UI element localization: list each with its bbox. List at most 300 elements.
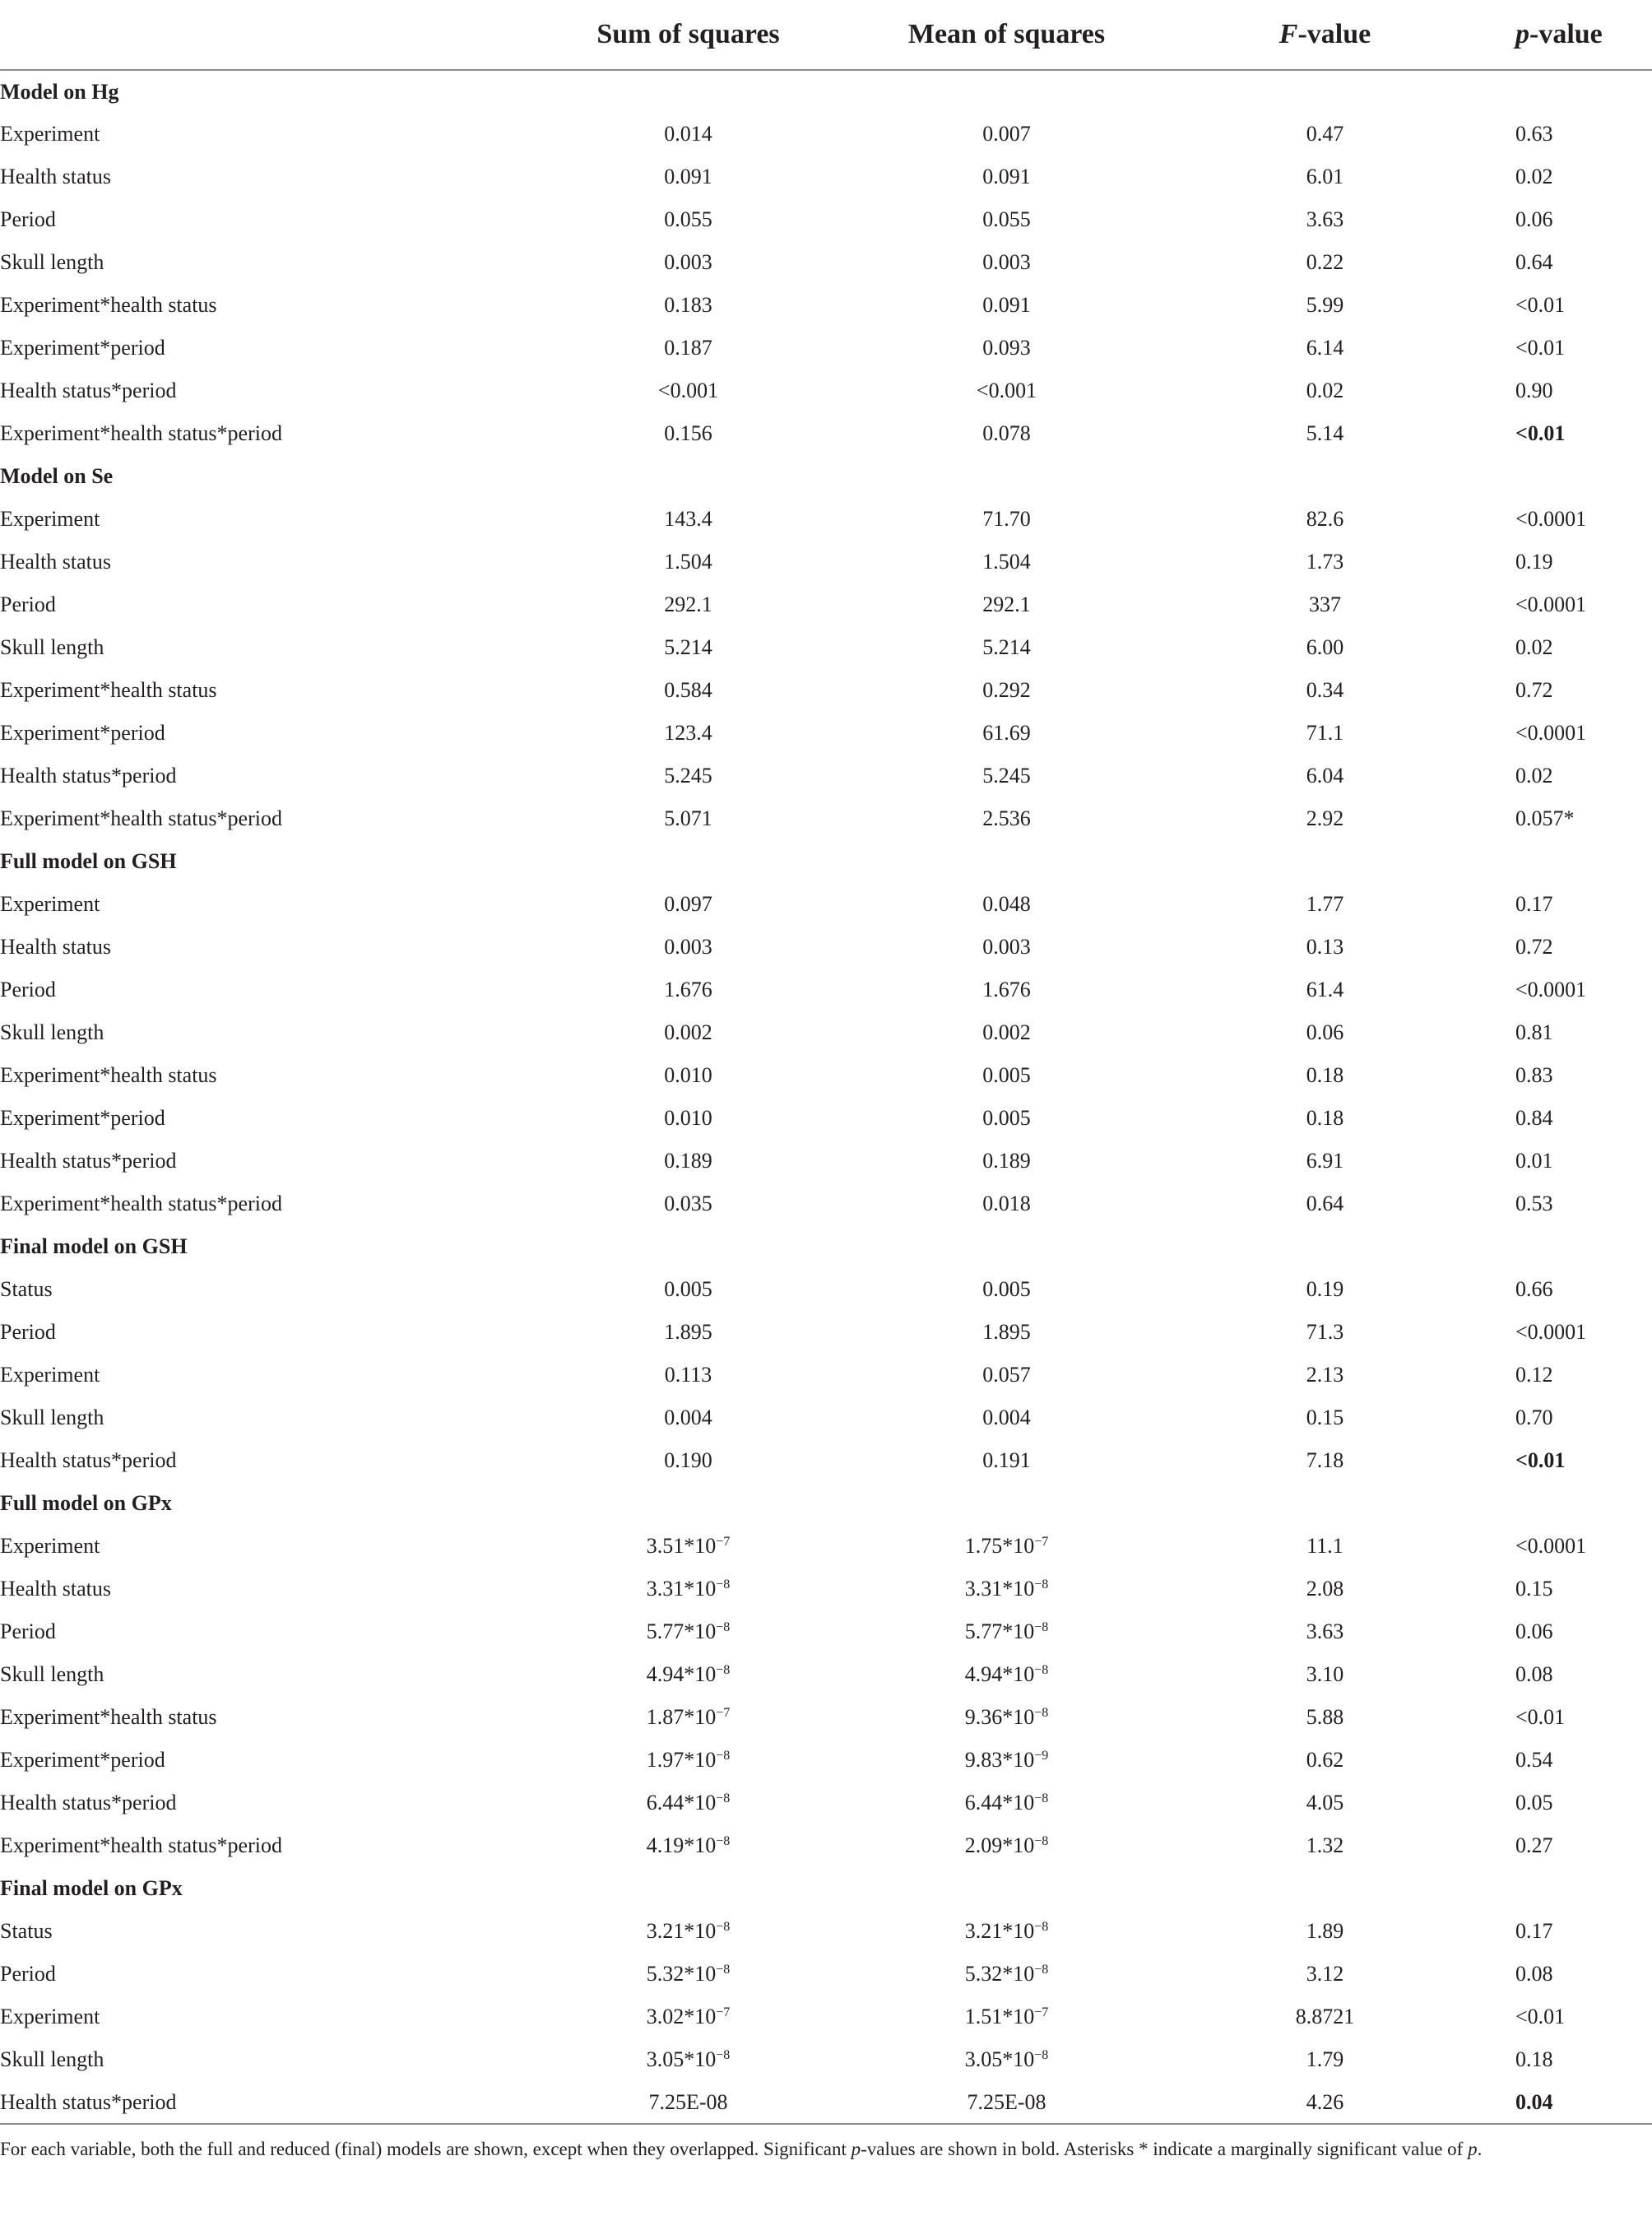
f-value-cell-text: 0.02 <box>1306 379 1344 402</box>
p-value-cell-text: <0.0001 <box>1515 1534 1587 1558</box>
mean-of-squares-cell <box>847 2038 1166 2081</box>
f-value-cell <box>1166 1610 1484 1653</box>
f-value-cell <box>1166 755 1484 797</box>
mean-of-squares-cell-exponent: −8 <box>1034 1834 1049 1848</box>
p-value-cell-text: 0.12 <box>1515 1363 1553 1387</box>
sum-of-squares-cell-text: 3.05*10 <box>646 2047 717 2071</box>
mean-of-squares-cell-text: 0.292 <box>982 678 1031 702</box>
f-value-cell-text: 0.62 <box>1306 1748 1344 1772</box>
sum-of-squares-cell <box>529 1953 847 1996</box>
table-row <box>0 284 1652 327</box>
f-value-suffix: -value <box>1297 19 1371 49</box>
mean-of-squares-cell-text: 5.245 <box>982 764 1031 788</box>
p-value-cell <box>1484 1953 1652 1996</box>
f-value-cell-text: 3.63 <box>1306 1619 1344 1643</box>
mean-of-squares-cell-text: 4.94*10 <box>964 1662 1035 1686</box>
p-value-cell <box>1484 1996 1652 2038</box>
sum-of-squares-cell <box>529 1054 847 1097</box>
mean-of-squares-cell <box>847 1653 1166 1696</box>
p-value-cell-text: 0.02 <box>1515 764 1553 788</box>
section-title: Model on Se <box>0 464 114 488</box>
f-value-cell-text: 2.92 <box>1306 806 1344 830</box>
row-label-text: Experiment*health status*period <box>0 806 282 830</box>
mean-of-squares-cell-text: 9.83*10 <box>964 1748 1035 1772</box>
p-value-cell <box>1484 626 1652 669</box>
sum-of-squares-cell-exponent: −8 <box>716 1920 731 1934</box>
p-value-cell <box>1484 1311 1652 1354</box>
sum-of-squares-cell <box>529 156 847 198</box>
sum-of-squares-cell <box>529 755 847 797</box>
p-value-cell-text: 0.81 <box>1515 1020 1553 1044</box>
sum-of-squares-cell-text: 0.183 <box>664 293 712 317</box>
sum-of-squares-cell <box>529 969 847 1011</box>
row-label <box>0 626 529 669</box>
p-value-cell-text: 0.08 <box>1515 1962 1553 1986</box>
sum-of-squares-cell-text: 0.002 <box>664 1020 712 1044</box>
p-value-cell-text: 0.27 <box>1515 1833 1553 1857</box>
mean-of-squares-cell-text: 1.75*10 <box>964 1534 1035 1558</box>
row-label-text: Experiment*health status <box>0 678 217 702</box>
p-value-cell <box>1484 969 1652 1011</box>
row-label-text: Health status*period <box>0 764 177 788</box>
p-value-cell-text: 0.01 <box>1515 1149 1553 1173</box>
mean-of-squares-cell-text: 2.536 <box>982 806 1031 830</box>
p-value-cell <box>1484 541 1652 583</box>
mean-of-squares-cell <box>847 113 1166 156</box>
row-label-text: Skull length <box>0 250 104 274</box>
f-value-cell-text: 0.18 <box>1306 1063 1344 1087</box>
sum-of-squares-cell-exponent: −7 <box>716 1706 731 1720</box>
f-value-cell-text: 4.05 <box>1306 1791 1344 1814</box>
table-row <box>0 1097 1652 1140</box>
f-value-cell-text: 0.13 <box>1306 935 1344 959</box>
f-value-cell <box>1166 1140 1484 1183</box>
row-label <box>0 1610 529 1653</box>
sum-of-squares-cell <box>529 541 847 583</box>
sum-of-squares-cell-text: 1.97*10 <box>646 1748 717 1772</box>
mean-of-squares-cell-text: 71.70 <box>982 507 1031 531</box>
sum-of-squares-cell-text: 1.676 <box>664 978 712 1001</box>
table-row <box>0 2081 1652 2124</box>
sum-of-squares-cell-text: 0.010 <box>664 1106 712 1130</box>
p-value-cell-text: 0.19 <box>1515 550 1553 574</box>
mean-of-squares-cell <box>847 1268 1166 1311</box>
table-row <box>0 1782 1652 1824</box>
sum-of-squares-cell <box>529 1910 847 1953</box>
row-label-text: Experiment*health status*period <box>0 1833 282 1857</box>
f-value-cell <box>1166 1396 1484 1439</box>
sum-of-squares-cell <box>529 1439 847 1482</box>
sum-of-squares-cell-text: 7.25E-08 <box>648 2089 728 2114</box>
f-value-cell <box>1166 1354 1484 1396</box>
f-value-cell-text: 3.63 <box>1306 207 1344 231</box>
p-value-cell-text: <0.01 <box>1515 1448 1566 1472</box>
p-value-cell <box>1484 712 1652 755</box>
header-blank <box>0 0 529 70</box>
row-label <box>0 198 529 241</box>
f-value-cell <box>1166 2038 1484 2081</box>
row-label <box>0 1653 529 1696</box>
mean-of-squares-cell-exponent: −8 <box>1034 1963 1049 1977</box>
section-header-row <box>0 840 1652 883</box>
p-value-cell <box>1484 1054 1652 1097</box>
table-row <box>0 1910 1652 1953</box>
mean-of-squares-cell <box>847 626 1166 669</box>
mean-of-squares-cell-text: 3.31*10 <box>964 1577 1035 1601</box>
mean-of-squares-cell <box>847 498 1166 541</box>
mean-of-squares-cell-text: 0.055 <box>982 207 1031 231</box>
row-label-text: Skull length <box>0 635 104 659</box>
f-value-cell-text: 7.18 <box>1306 1448 1344 1472</box>
mean-of-squares-cell <box>847 1011 1166 1054</box>
p-value-suffix: -value <box>1529 19 1603 49</box>
f-value-cell <box>1166 1268 1484 1311</box>
p-value-cell-text: 0.64 <box>1515 250 1553 274</box>
row-label-text: Skull length <box>0 1020 104 1044</box>
f-value-cell-text: 6.04 <box>1306 764 1344 788</box>
row-label-text: Health status <box>0 550 112 574</box>
p-value-cell <box>1484 583 1652 626</box>
mean-of-squares-cell-text: 0.003 <box>982 250 1031 274</box>
row-label <box>0 541 529 583</box>
row-label <box>0 583 529 626</box>
row-label <box>0 1311 529 1354</box>
mean-of-squares-cell-text: 0.091 <box>982 165 1031 188</box>
row-label <box>0 1140 529 1183</box>
mean-of-squares-cell-text: 0.003 <box>982 935 1031 959</box>
mean-of-squares-cell <box>847 412 1166 455</box>
mean-of-squares-cell <box>847 541 1166 583</box>
sum-of-squares-cell-text: 143.4 <box>664 507 712 531</box>
mean-of-squares-cell-text: 0.048 <box>982 892 1031 916</box>
row-label <box>0 156 529 198</box>
row-label <box>0 1910 529 1953</box>
row-label-text: Experiment*health status*period <box>0 421 282 445</box>
f-value-cell <box>1166 583 1484 626</box>
row-label-text: Experiment*period <box>0 721 165 745</box>
sum-of-squares-cell <box>529 926 847 969</box>
sum-of-squares-cell-text: 5.245 <box>664 764 712 788</box>
header-p-value <box>1484 0 1652 70</box>
row-label-text: Status <box>0 1919 53 1943</box>
mean-of-squares-cell <box>847 1097 1166 1140</box>
f-value-cell-text: 0.64 <box>1306 1192 1344 1215</box>
p-value-cell <box>1484 2038 1652 2081</box>
table-row <box>0 1354 1652 1396</box>
sum-of-squares-cell <box>529 1782 847 1824</box>
mean-of-squares-cell-text: 0.093 <box>982 336 1031 360</box>
sum-of-squares-cell-text: 4.19*10 <box>646 1833 717 1857</box>
mean-of-squares-cell <box>847 969 1166 1011</box>
sum-of-squares-cell-text: 0.113 <box>664 1363 712 1387</box>
sum-of-squares-cell <box>529 1996 847 2038</box>
sum-of-squares-cell-exponent: −8 <box>716 1834 731 1848</box>
p-value-cell-text: 0.84 <box>1515 1106 1553 1130</box>
p-value-cell <box>1484 241 1652 284</box>
sum-of-squares-cell <box>529 712 847 755</box>
p-value-cell-text: 0.08 <box>1515 1662 1553 1686</box>
row-label <box>0 1696 529 1739</box>
mean-of-squares-cell-exponent: −8 <box>1034 2048 1049 2062</box>
table-row <box>0 498 1652 541</box>
p-value-cell-text: <0.01 <box>1515 336 1566 360</box>
mean-of-squares-cell <box>847 1568 1166 1610</box>
row-label-text: Skull length <box>0 2047 104 2071</box>
table-row <box>0 113 1652 156</box>
f-value-cell-text: 82.6 <box>1306 507 1344 531</box>
f-value-cell <box>1166 327 1484 369</box>
row-label-text: Period <box>0 1619 56 1643</box>
sum-of-squares-cell-text: 0.010 <box>664 1063 712 1087</box>
sum-of-squares-cell-text: 0.584 <box>664 678 712 702</box>
row-label-text: Experiment <box>0 1534 100 1558</box>
sum-of-squares-cell <box>529 883 847 926</box>
p-value-cell-text: 0.17 <box>1515 892 1553 916</box>
footnote-text-3: . <box>1477 2139 1483 2159</box>
f-value-cell-text: 6.91 <box>1306 1149 1344 1173</box>
p-value-cell <box>1484 1910 1652 1953</box>
mean-of-squares-cell-text: 1.504 <box>982 550 1031 574</box>
mean-of-squares-cell <box>847 1439 1166 1482</box>
row-label-text: Period <box>0 207 56 231</box>
sum-of-squares-cell <box>529 1525 847 1568</box>
p-value-cell-text: 0.72 <box>1515 935 1553 959</box>
mean-of-squares-cell-text: 6.44*10 <box>964 1791 1035 1814</box>
mean-of-squares-cell <box>847 583 1166 626</box>
row-label <box>0 883 529 926</box>
row-label <box>0 969 529 1011</box>
mean-of-squares-cell-text: 5.32*10 <box>964 1962 1035 1986</box>
mean-of-squares-cell <box>847 712 1166 755</box>
row-label <box>0 498 529 541</box>
p-value-cell-text: <0.0001 <box>1515 507 1587 531</box>
sum-of-squares-cell-text: 0.003 <box>664 935 712 959</box>
row-label-text: Health status*period <box>0 379 177 402</box>
row-label-text: Experiment <box>0 1363 100 1387</box>
table-row <box>0 156 1652 198</box>
f-value-cell <box>1166 1910 1484 1953</box>
header-row <box>0 0 1652 70</box>
mean-of-squares-cell-exponent: −8 <box>1034 1706 1049 1720</box>
p-value-cell-text: 0.53 <box>1515 1192 1553 1215</box>
section-title: Final model on GSH <box>0 1234 188 1258</box>
sum-of-squares-cell-exponent: −8 <box>716 1663 731 1677</box>
footnote-text-1: For each variable, both the full and reduced (final) models are shown, except when they overlapped. Significant <box>0 2139 852 2159</box>
f-value-cell <box>1166 669 1484 712</box>
f-value-cell <box>1166 1696 1484 1739</box>
row-label-text: Experiment*health status*period <box>0 1192 282 1215</box>
f-value-cell <box>1166 412 1484 455</box>
mean-of-squares-cell <box>847 156 1166 198</box>
row-label <box>0 1097 529 1140</box>
f-value-cell <box>1166 1183 1484 1225</box>
row-label-text: Status <box>0 1277 53 1301</box>
row-label-text: Health status <box>0 165 112 188</box>
row-label <box>0 1183 529 1225</box>
mean-of-squares-cell <box>847 797 1166 840</box>
p-value-cell-text: <0.01 <box>1515 293 1566 317</box>
f-value-cell-text: 8.8721 <box>1295 2005 1355 2028</box>
sum-of-squares-cell-text: 0.014 <box>664 122 712 146</box>
f-value-cell-text: 5.99 <box>1306 293 1344 317</box>
f-value-cell-text: 5.14 <box>1306 421 1344 445</box>
table-row <box>0 1739 1652 1782</box>
header-mean-of-squares: Mean of squares <box>847 0 1166 70</box>
p-value-cell-text: 0.15 <box>1515 1577 1553 1601</box>
row-label <box>0 1525 529 1568</box>
table-row <box>0 1996 1652 2038</box>
row-label <box>0 113 529 156</box>
f-value-cell <box>1166 369 1484 412</box>
row-label-text: Health status*period <box>0 1149 177 1173</box>
f-value-cell <box>1166 797 1484 840</box>
mean-of-squares-cell <box>847 1183 1166 1225</box>
row-label <box>0 797 529 840</box>
mean-of-squares-cell-text: <0.001 <box>976 379 1037 402</box>
f-value-cell-text: 61.4 <box>1306 978 1344 1001</box>
sum-of-squares-cell <box>529 1011 847 1054</box>
p-value-cell-text: 0.06 <box>1515 207 1553 231</box>
p-value-cell <box>1484 1739 1652 1782</box>
p-value-cell <box>1484 1610 1652 1653</box>
sum-of-squares-cell <box>529 1610 847 1653</box>
p-value-cell <box>1484 156 1652 198</box>
p-value-cell <box>1484 369 1652 412</box>
mean-of-squares-cell-text: 3.21*10 <box>964 1919 1035 1943</box>
row-label <box>0 1396 529 1439</box>
f-value-cell-text: 71.3 <box>1306 1320 1344 1344</box>
header-f-value <box>1166 0 1484 70</box>
section-title: Full model on GPx <box>0 1491 172 1515</box>
table-row <box>0 369 1652 412</box>
sum-of-squares-cell-exponent: −8 <box>716 1963 731 1977</box>
table-row <box>0 541 1652 583</box>
row-label-text: Skull length <box>0 1406 104 1429</box>
sum-of-squares-cell <box>529 369 847 412</box>
footnote-row <box>0 2124 1652 2163</box>
table-row <box>0 883 1652 926</box>
sum-of-squares-cell-text: 6.44*10 <box>646 1791 717 1814</box>
sum-of-squares-cell-text: 4.94*10 <box>646 1662 717 1686</box>
row-label <box>0 241 529 284</box>
table-row <box>0 1054 1652 1097</box>
table-row <box>0 412 1652 455</box>
row-label-text: Period <box>0 592 56 616</box>
mean-of-squares-cell-text: 0.189 <box>982 1149 1031 1173</box>
f-value-cell <box>1166 712 1484 755</box>
sum-of-squares-cell <box>529 2081 847 2124</box>
p-value-cell <box>1484 327 1652 369</box>
sum-of-squares-cell-text: 1.895 <box>664 1320 712 1344</box>
f-value-cell-text: 1.77 <box>1306 892 1344 916</box>
f-value-cell <box>1166 1311 1484 1354</box>
mean-of-squares-cell-text: 292.1 <box>982 592 1031 616</box>
p-value-cell <box>1484 1696 1652 1739</box>
sum-of-squares-cell <box>529 1097 847 1140</box>
mean-of-squares-cell <box>847 669 1166 712</box>
p-value-cell-text: 0.66 <box>1515 1277 1553 1301</box>
p-value-cell-text: 0.02 <box>1515 165 1553 188</box>
sum-of-squares-cell <box>529 241 847 284</box>
row-label-text: Experiment <box>0 507 100 531</box>
table-body <box>0 70 1652 2124</box>
mean-of-squares-cell-text: 0.002 <box>982 1020 1031 1044</box>
p-value-cell <box>1484 1140 1652 1183</box>
mean-of-squares-cell-text: 0.078 <box>982 421 1031 445</box>
row-label-text: Health status*period <box>0 1791 177 1814</box>
p-value-cell-text: 0.70 <box>1515 1406 1553 1429</box>
mean-of-squares-cell-text: 3.05*10 <box>964 2047 1035 2071</box>
p-value-cell <box>1484 1525 1652 1568</box>
f-value-cell-text: 1.73 <box>1306 550 1344 574</box>
p-value-cell-text: 0.83 <box>1515 1063 1553 1087</box>
sum-of-squares-cell <box>529 327 847 369</box>
mean-of-squares-cell-text: 2.09*10 <box>964 1833 1035 1857</box>
f-value-cell <box>1166 498 1484 541</box>
f-value-cell <box>1166 1996 1484 2038</box>
sum-of-squares-cell-exponent: −8 <box>716 1577 731 1591</box>
p-value-cell <box>1484 113 1652 156</box>
table-row <box>0 926 1652 969</box>
f-value-cell <box>1166 1525 1484 1568</box>
mean-of-squares-cell-text: 9.36*10 <box>964 1705 1035 1729</box>
mean-of-squares-cell-text: 0.091 <box>982 293 1031 317</box>
sum-of-squares-cell <box>529 626 847 669</box>
f-value-cell-text: 6.00 <box>1306 635 1344 659</box>
row-label <box>0 755 529 797</box>
sum-of-squares-cell <box>529 198 847 241</box>
sum-of-squares-cell-text: 0.091 <box>664 165 712 188</box>
sum-of-squares-cell <box>529 1140 847 1183</box>
table-row <box>0 1140 1652 1183</box>
table-row <box>0 1653 1652 1696</box>
sum-of-squares-cell-exponent: −8 <box>716 1749 731 1763</box>
mean-of-squares-cell <box>847 1396 1166 1439</box>
sum-of-squares-cell <box>529 583 847 626</box>
mean-of-squares-cell-text: 0.004 <box>982 1406 1031 1429</box>
row-label <box>0 1054 529 1097</box>
sum-of-squares-cell-text: 5.77*10 <box>646 1619 717 1643</box>
p-value-cell-text: 0.54 <box>1515 1748 1553 1772</box>
mean-of-squares-cell <box>847 755 1166 797</box>
mean-of-squares-cell <box>847 926 1166 969</box>
f-value-cell <box>1166 1653 1484 1696</box>
section-header-row <box>0 1225 1652 1268</box>
p-value-cell <box>1484 926 1652 969</box>
sum-of-squares-cell-text: 3.31*10 <box>646 1577 717 1601</box>
sum-of-squares-cell-exponent: −8 <box>716 1620 731 1634</box>
f-value-cell-text: 0.22 <box>1306 250 1344 274</box>
sum-of-squares-cell <box>529 1354 847 1396</box>
f-value-cell <box>1166 2081 1484 2124</box>
mean-of-squares-cell <box>847 284 1166 327</box>
row-label <box>0 369 529 412</box>
row-label <box>0 669 529 712</box>
section-header-row <box>0 455 1652 498</box>
f-value-cell <box>1166 198 1484 241</box>
row-label-text: Experiment*health status <box>0 293 217 317</box>
row-label-text: Experiment <box>0 892 100 916</box>
sum-of-squares-cell-text: 1.87*10 <box>646 1705 717 1729</box>
p-value-cell <box>1484 1268 1652 1311</box>
sum-of-squares-cell-text: 292.1 <box>664 592 712 616</box>
f-value-cell <box>1166 241 1484 284</box>
mean-of-squares-cell-exponent: −8 <box>1034 1920 1049 1934</box>
sum-of-squares-cell-text: 3.51*10 <box>646 1534 717 1558</box>
header-sum-of-squares: Sum of squares <box>529 0 847 70</box>
f-value-cell <box>1166 926 1484 969</box>
p-value-cell <box>1484 1354 1652 1396</box>
